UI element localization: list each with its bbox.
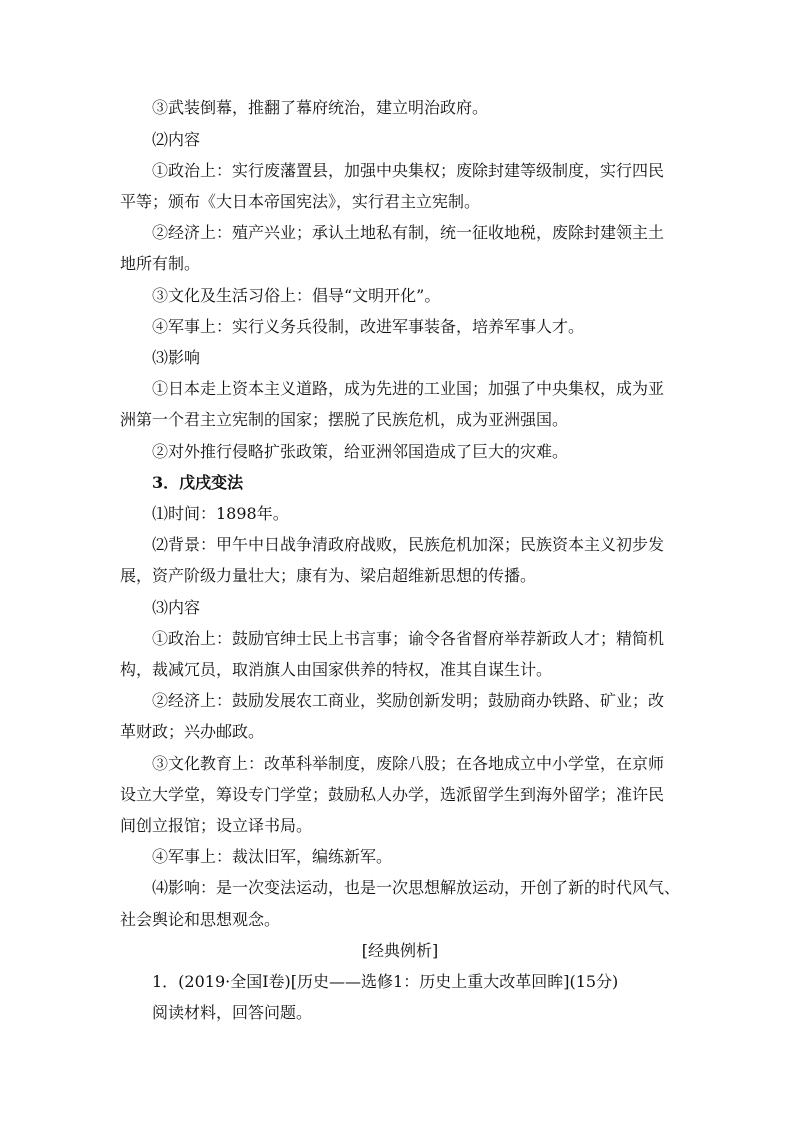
text-line: 设立大学堂，筹设专门学堂；鼓励私人办学，选派留学生到海外留学；准许民 — [120, 785, 665, 804]
example-heading: [经典例析] — [361, 941, 439, 960]
text-line: 间创立报馆；设立译书局。 — [120, 816, 313, 835]
text-line: ①日本走上资本主义道路，成为先进的工业国；加强了中央集权，成为亚 — [152, 379, 665, 398]
subsection-heading: ⑶内容 — [152, 598, 201, 617]
text-line: ④军事上：实行义务兵役制，改进军事装备，培养军事人才。 — [152, 317, 585, 336]
text-line: ②经济上：殖产兴业；承认土地私有制，统一征收地税，废除封建领主土 — [152, 223, 665, 242]
text-line: ⑷影响：是一次变法运动，也是一次思想解放运动，开创了新的时代风气、 — [152, 878, 680, 897]
subsection-heading: ⑶影响 — [152, 348, 201, 367]
text-line: ③文化及生活习俗上：倡导“文明开化”。 — [152, 286, 441, 305]
text-line: ①政治上：鼓励官绅士民上书言事；谕令各省督府举荐新政人才；精简机 — [152, 629, 665, 648]
text-line: ⑵背景：甲午中日战争清政府战败，民族危机加深；民族资本主义初步发 — [152, 535, 665, 554]
text-line: ③武装倒幕，推翻了幕府统治，建立明治政府。 — [152, 98, 489, 117]
text-line: 洲第一个君主立宪制的国家；摆脱了民族危机，成为亚洲强国。 — [120, 410, 569, 429]
text-line: ①政治上：实行废藩置县，加强中央集权；废除封建等级制度，实行四民 — [152, 161, 665, 180]
subsection-heading: ⑵内容 — [152, 130, 201, 149]
text-line: 革财政；兴办邮政。 — [120, 722, 265, 741]
section-heading: 3．戊戌变法 — [152, 473, 244, 492]
question-instruction: 阅读材料，回答问题。 — [152, 1003, 313, 1022]
text-line: 社会舆论和思想观念。 — [120, 910, 281, 929]
text-line: ②经济上：鼓励发展农工商业，奖励创新发明；鼓励商办铁路、矿业；改 — [152, 691, 665, 710]
text-line: ③文化教育上：改革科举制度，废除八股；在各地成立中小学堂，在京师 — [152, 754, 665, 773]
question-title: 1．(2019·全国Ⅰ卷)[历史——选修1：历史上重大改革回眸](15分) — [152, 972, 619, 991]
text-line: 展，资产阶级力量壮大；康有为、梁启超维新思想的传播。 — [120, 566, 537, 585]
text-line: ④军事上：裁汰旧军，编练新军。 — [152, 847, 393, 866]
text-line: 地所有制。 — [120, 254, 201, 273]
text-line: ⑴时间：1898年。 — [152, 504, 289, 523]
text-line: 平等；颁布《大日本帝国宪法》，实行君主立宪制。 — [120, 192, 481, 211]
text-line: 构，裁减冗员，取消旗人由国家供养的特权，准其自谋生计。 — [120, 660, 553, 679]
text-line: ②对外推行侵略扩张政策，给亚洲邻国造成了巨大的灾难。 — [152, 442, 569, 461]
